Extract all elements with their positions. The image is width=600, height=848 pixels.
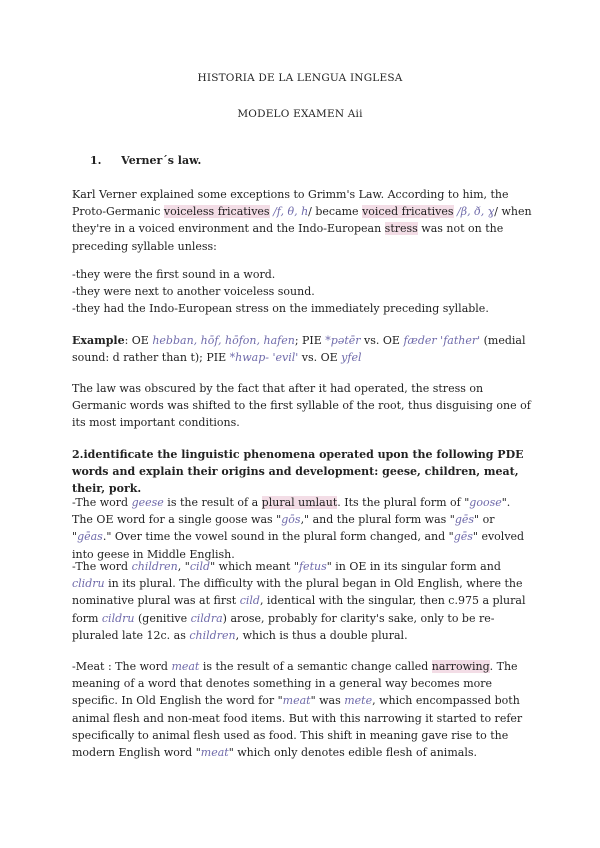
text: (medial sound: d rather than t); PIE <box>72 334 526 365</box>
text: " or " <box>72 513 495 544</box>
word: gēs <box>454 513 475 527</box>
word: gēas <box>77 530 103 544</box>
highlight-narrowing: narrowing <box>431 660 490 673</box>
text: vs. OE <box>360 334 404 347</box>
symbols-voiceless: /f, θ, h <box>269 205 309 219</box>
word: children <box>131 560 178 573</box>
section2-heading: 2.identificate the linguistic phenomena operated upon the following PDE words and explain their origins and development: geese, children, meat, their, pork. <box>72 448 524 496</box>
geese-paragraph <box>72 494 532 563</box>
section1-heading <box>90 154 201 167</box>
text: " which only denotes edible flesh of animals. <box>228 746 477 760</box>
pie-form: *pətēr <box>325 334 361 347</box>
text: ." Over time the vowel sound in the plural form changed, and " <box>102 530 454 544</box>
highlight-stress: stress <box>384 222 418 236</box>
document-title: HISTORIA DE LA LENGUA INGLESA <box>197 72 403 84</box>
text: , which is thus a double plural. <box>235 628 408 642</box>
text: vs. OE <box>298 351 342 365</box>
text: , identical with the singular, then c.975 a plural form <box>72 594 526 625</box>
text: , which encompassed both animal flesh and non-meat food items. But with this narrowing it started to refer specifically to animal flesh used as food. This shift in meaning gave rise to the modern English word " <box>72 694 523 760</box>
word: goose <box>469 496 502 509</box>
pie-form: *hwap- 'evil' <box>229 351 299 365</box>
obscured-paragraph: The law was obscured by the fact that after it had operated, the stress on Germanic words was shifted to the first syllable of the root, thus disguising one of its most important conditions. <box>72 382 531 430</box>
text: in its plural. The difficulty with the plural began in Old English, where the nominative plural was at first <box>72 577 523 608</box>
list-item: -they were next to another voiceless sound. <box>72 285 315 299</box>
word: clidru <box>72 577 105 591</box>
word: fetus <box>298 560 327 573</box>
word: mete <box>344 694 373 708</box>
text: " evolved into geese in Middle English. <box>72 530 525 561</box>
word: meat <box>200 746 229 760</box>
text: , " <box>177 560 190 573</box>
text: ," and the plural form was " <box>300 513 455 527</box>
verner-paragraph <box>72 186 532 255</box>
symbols-voiced: /β, ð, ɣ <box>453 205 495 219</box>
text: " was <box>310 694 345 708</box>
word: children <box>189 628 236 642</box>
text: -Meat : The word <box>72 660 172 673</box>
text: " in OE in its singular form and <box>326 560 501 573</box>
example-paragraph <box>72 332 532 366</box>
section1-title: Verner´s law. <box>121 154 202 167</box>
text: " which meant " <box>210 560 299 573</box>
text: was not on the preceding syllable unless: <box>72 222 504 253</box>
text: ; PIE <box>294 334 326 347</box>
text: (genitive <box>134 611 191 625</box>
text: . The meaning of a word that denotes something in a general way becomes more specific. In Old English the word for " <box>72 660 518 708</box>
word: geese <box>131 496 164 509</box>
text: is the result of a semantic change called <box>199 660 432 673</box>
example-label: Example <box>72 334 125 347</box>
highlight-plural-umlaut: plural umlaut <box>261 496 338 509</box>
list-item: -they were the first sound in a word. <box>72 268 276 281</box>
word: gēs <box>453 530 473 544</box>
oe-form: fæder 'father' <box>403 334 481 347</box>
text: -The word <box>72 496 132 509</box>
word: cildra <box>190 611 223 625</box>
word: gōs <box>281 513 301 527</box>
text: Karl Verner explained some exceptions to Grimm's Law. According to him, the Proto-Germanic <box>72 188 509 219</box>
meat-paragraph <box>72 658 532 761</box>
oe-form: yfel <box>341 351 362 365</box>
section1-number: 1. <box>90 154 102 167</box>
word: cildru <box>101 611 135 625</box>
text: ) arose, probably for clarity's sake, only to be re-pluraled late 12c. as <box>72 611 495 642</box>
list-item: -they had the Indo-European stress on the immediately preceding syllable. <box>72 302 489 316</box>
word: meat <box>171 660 200 673</box>
oe-forms: hebban, hōf, hōfon, hafen <box>152 334 295 347</box>
word: meat <box>282 694 311 708</box>
text: : OE <box>124 334 153 347</box>
highlight-voiceless-fricatives: voiceless fricatives <box>163 205 270 219</box>
word: cild <box>189 560 211 573</box>
word: cild <box>239 594 260 608</box>
text: ". The OE word for a single goose was " <box>72 496 511 527</box>
text: . Its the plural form of " <box>337 496 470 509</box>
text: -The word <box>72 560 132 573</box>
conditions-list <box>72 266 532 318</box>
highlight-voiced-fricatives: voiced fricatives <box>362 205 454 219</box>
children-paragraph <box>72 558 532 644</box>
text: / became <box>308 205 363 219</box>
text: is the result of a <box>163 496 262 509</box>
text: / when they're in a voiced environment and the Indo-European <box>72 205 532 236</box>
document-subtitle: MODELO EXAMEN Aii <box>237 108 363 120</box>
